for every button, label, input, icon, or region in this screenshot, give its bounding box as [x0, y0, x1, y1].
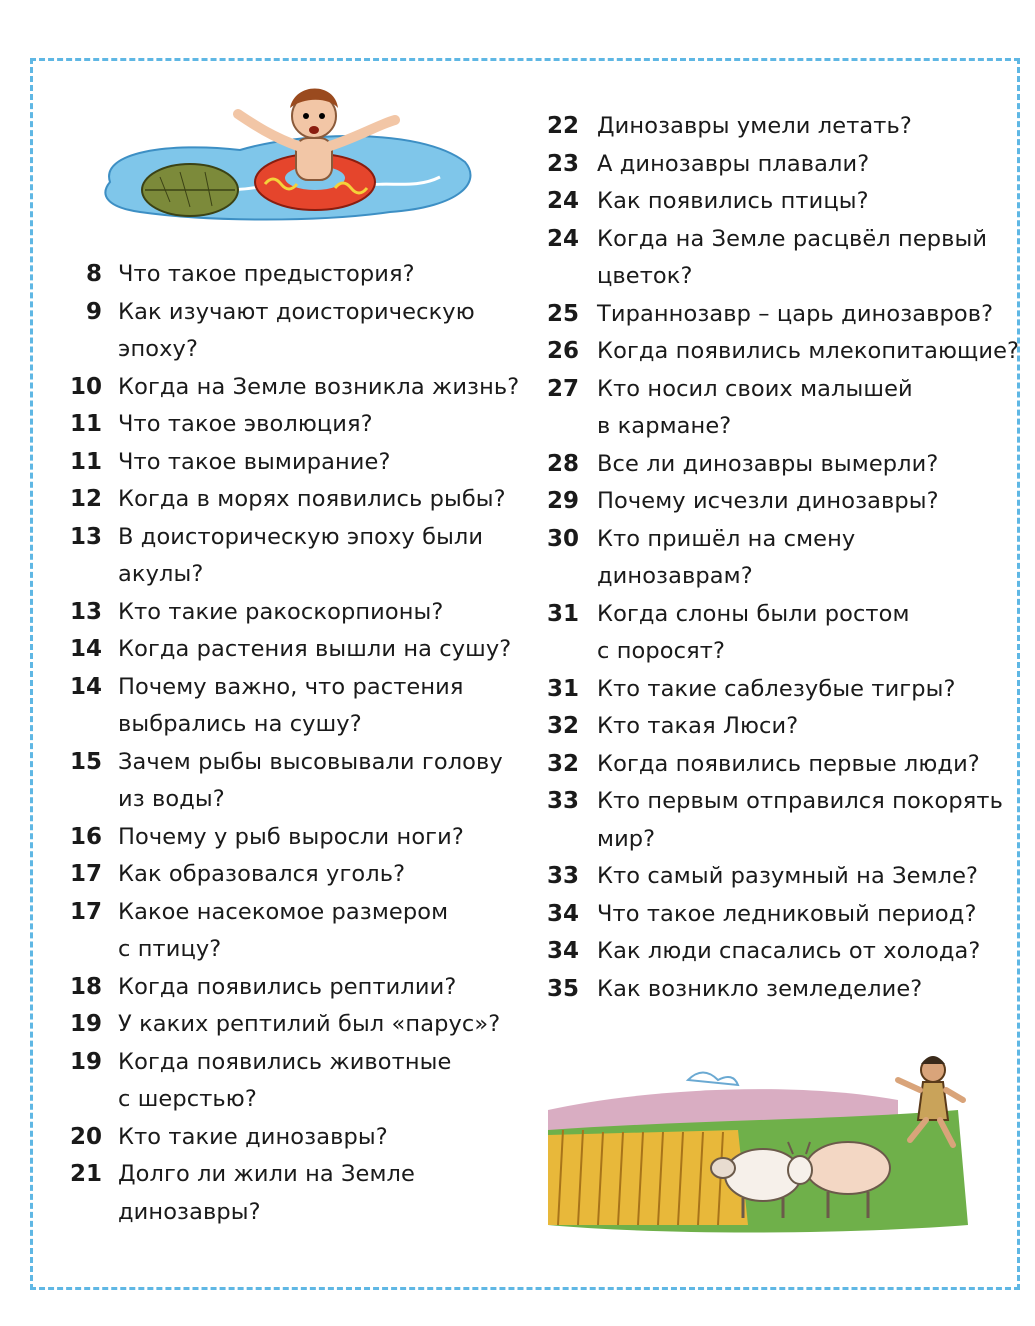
entry-title: [118, 444, 391, 482]
entry-title: [597, 671, 956, 709]
entry-title: [118, 631, 511, 669]
toc-entry[interactable]: [62, 481, 512, 519]
page-number: 25: [546, 300, 579, 327]
toc-entry[interactable]: [542, 521, 1022, 596]
entry-title: [118, 294, 475, 369]
toc-entry[interactable]: [542, 708, 1022, 746]
page-number: 26: [546, 338, 579, 364]
entry-title-line: Что такое вымирание?: [118, 448, 391, 475]
page-number: 16: [69, 823, 102, 850]
entry-title-line: с птицу?: [118, 936, 222, 962]
entry-title: [597, 371, 913, 446]
page-number: 21: [69, 1161, 102, 1187]
page-number: 34: [546, 900, 579, 927]
page-number: 20: [69, 1123, 102, 1150]
entry-title-line: Кто первым отправился покорять: [597, 788, 1003, 814]
entry-title-line: Почему у рыб выросли ноги?: [118, 823, 464, 850]
page-number: 28: [546, 450, 579, 477]
entry-title: [597, 596, 910, 671]
page-number: 9: [85, 298, 102, 325]
entry-title-line: динозавры?: [118, 1198, 261, 1225]
entry-title-line: Зачем рыбы высовывали голову: [118, 748, 503, 775]
entry-title-line: Все ли динозавры вымерли?: [597, 450, 939, 477]
entry-title-line: Тираннозавр – царь динозавров?: [597, 300, 994, 327]
page-number: 19: [69, 1048, 102, 1075]
entry-title-line: Кто такие динозавры?: [118, 1123, 388, 1150]
entry-title-line: Долго ли жили на Земле: [118, 1161, 415, 1187]
entry-title-line: В доисторическую эпоху были: [118, 523, 484, 550]
entry-title-line: А динозавры плавали?: [597, 150, 870, 177]
toc-entry[interactable]: [62, 519, 512, 594]
entry-title-line: в кармане?: [597, 413, 732, 439]
entry-title-line: Кто такая Люси?: [597, 713, 799, 739]
entry-title-line: с поросят?: [597, 638, 726, 664]
entry-title: [118, 669, 464, 744]
entry-title-line: Кто такие ракоскорпионы?: [118, 598, 444, 625]
toc-entry[interactable]: [62, 969, 512, 1007]
swimming-boy-illustration: [90, 72, 480, 242]
entry-title: [118, 481, 506, 519]
page-number: 33: [546, 788, 579, 814]
entry-title: [118, 1119, 388, 1157]
entry-title: [118, 519, 483, 594]
entry-title-line: мир?: [597, 825, 656, 852]
entry-title: [118, 406, 373, 444]
toc-entry[interactable]: [542, 371, 1022, 446]
entry-title: [118, 744, 503, 819]
entry-title: [597, 221, 987, 296]
entry-title-line: Когда появились рептилии?: [118, 973, 457, 1000]
entry-title-line: Какое насекомое размером: [118, 898, 449, 925]
toc-entry[interactable]: [62, 1044, 512, 1119]
toc-entry[interactable]: [542, 446, 1022, 484]
toc-entry[interactable]: [542, 971, 1022, 1009]
entry-title: [597, 483, 939, 521]
entry-title: [597, 708, 798, 746]
entry-title: [118, 894, 448, 969]
entry-title: [597, 183, 869, 221]
entry-title: [597, 446, 938, 484]
entry-title-line: Кто пришёл на смену: [597, 525, 856, 552]
toc-entry[interactable]: [542, 108, 1022, 146]
entry-title-line: Кто самый разумный на Земле?: [597, 863, 979, 889]
toc-entry[interactable]: [542, 896, 1022, 934]
page-number: 30: [546, 525, 579, 552]
entry-title: [597, 333, 1019, 371]
entry-title: [597, 783, 1003, 858]
page-number: 17: [69, 861, 102, 887]
entry-title: [597, 296, 993, 334]
toc-entry[interactable]: [62, 594, 512, 632]
entry-title-line: Когда растения вышли на сушу?: [118, 636, 512, 662]
entry-title: [118, 594, 443, 632]
page-number: 27: [546, 375, 579, 402]
entry-title-line: динозаврам?: [597, 563, 753, 589]
page-number: 15: [69, 748, 102, 775]
toc-entry[interactable]: [542, 596, 1022, 671]
toc-entry[interactable]: [542, 858, 1022, 896]
entry-title-line: эпоху?: [118, 336, 198, 362]
entry-title-line: Кто такие саблезубые тигры?: [597, 675, 956, 702]
toc-entry[interactable]: [542, 333, 1022, 371]
page-number: 35: [546, 975, 579, 1002]
toc-entry[interactable]: [62, 294, 512, 369]
entry-title-line: Что такое предыстория?: [118, 261, 415, 287]
toc-entry[interactable]: [542, 746, 1022, 784]
page-number: 34: [546, 938, 579, 964]
entry-title-line: Когда появились первые люди?: [597, 750, 980, 777]
toc-entry[interactable]: [542, 783, 1022, 858]
entry-title: [118, 256, 415, 294]
entry-title-line: Как возникло земледелие?: [597, 975, 923, 1002]
page-number: 19: [69, 1011, 102, 1037]
entry-title: [597, 858, 978, 896]
entry-title-line: Что такое ледниковый период?: [597, 900, 977, 927]
entry-title: [597, 146, 869, 184]
entry-title-line: выбрались на сушу?: [118, 711, 362, 737]
toc-entry[interactable]: [62, 819, 512, 857]
entry-title-line: Как появились птицы?: [597, 188, 869, 214]
toc-entry[interactable]: [62, 669, 512, 744]
toc-entry[interactable]: [542, 671, 1022, 709]
toc-entry[interactable]: [62, 256, 512, 294]
entry-title-line: Когда на Земле расцвёл первый: [597, 225, 988, 252]
page-number: 8: [85, 261, 102, 287]
page-number: 13: [69, 523, 102, 550]
page-number: 31: [546, 675, 579, 702]
page-number: 24: [546, 188, 579, 214]
entry-title-line: цветок?: [597, 263, 693, 289]
page-number: 33: [546, 863, 579, 889]
toc-right-column: [542, 108, 1022, 1008]
entry-title-line: из воды?: [118, 786, 225, 812]
toc-entry[interactable]: [542, 183, 1022, 221]
entry-title-line: Как люди спасались от холода?: [597, 938, 981, 964]
toc-entry[interactable]: [542, 221, 1022, 296]
toc-left-column: [62, 256, 520, 1231]
toc-entry[interactable]: [62, 1006, 512, 1044]
page-number: 22: [546, 113, 579, 139]
entry-title-line: Когда на Земле возникла жизнь?: [118, 373, 520, 400]
toc-entry[interactable]: [62, 1119, 512, 1157]
toc-entry[interactable]: [542, 296, 1022, 334]
page-number: 32: [546, 750, 579, 777]
toc-entry[interactable]: [62, 744, 512, 819]
page-number: 10: [69, 373, 102, 400]
page-number: 12: [69, 486, 102, 512]
toc-entry[interactable]: [542, 933, 1022, 971]
entry-title: [597, 521, 855, 596]
entry-title: [597, 933, 980, 971]
page-number: 14: [69, 673, 102, 700]
toc-entry[interactable]: [62, 369, 520, 407]
page-number: 11: [69, 411, 102, 437]
toc-entry[interactable]: [62, 631, 512, 669]
page-number: 13: [69, 598, 102, 625]
page-number: 14: [69, 636, 102, 662]
entry-title-line: Кто носил своих малышей: [597, 375, 913, 402]
page-number: 32: [546, 713, 579, 739]
entry-title: [597, 108, 912, 146]
entry-title-line: акулы?: [118, 561, 204, 587]
page-number: 17: [69, 898, 102, 925]
entry-title-line: Динозавры умели летать?: [597, 113, 912, 139]
entry-title: [118, 1044, 451, 1119]
entry-title: [118, 969, 456, 1007]
entry-title-line: Как изучают доисторическую: [118, 298, 475, 325]
toc-entry[interactable]: [62, 406, 512, 444]
entry-title-line: Почему исчезли динозавры?: [597, 488, 939, 514]
entry-title-line: Когда в морях появились рыбы?: [118, 486, 506, 512]
toc-entry[interactable]: [62, 856, 512, 894]
farm-field-illustration: [538, 1050, 978, 1240]
page-number: 24: [546, 225, 579, 252]
entry-title-line: Когда слоны были ростом: [597, 600, 910, 627]
entry-title-line: с шерстью?: [118, 1086, 257, 1112]
entry-title-line: Почему важно, что растения: [118, 673, 464, 700]
entry-title-line: Как образовался уголь?: [118, 861, 406, 887]
entry-title-line: Когда появились животные: [118, 1048, 452, 1075]
toc-entry[interactable]: [542, 146, 1022, 184]
toc-entry[interactable]: [542, 483, 1022, 521]
entry-title: [118, 819, 464, 857]
page-number: 31: [546, 600, 579, 627]
entry-title-line: Что такое эволюция?: [118, 411, 373, 437]
page-number: 29: [546, 488, 579, 514]
entry-title: [597, 896, 977, 934]
entry-title: [118, 1006, 500, 1044]
page-number: 23: [546, 150, 579, 177]
toc-entry[interactable]: [62, 444, 512, 482]
entry-title: [597, 971, 922, 1009]
entry-title-line: У каких рептилий был «парус»?: [118, 1011, 501, 1037]
page-number: 11: [69, 448, 102, 475]
entry-title: [118, 856, 405, 894]
entry-title: [118, 1156, 415, 1231]
entry-title-line: Когда появились млекопитающие?: [597, 338, 1020, 364]
page-number: 18: [69, 973, 102, 1000]
toc-entry[interactable]: [62, 894, 512, 969]
entry-title: [118, 369, 519, 407]
entry-title: [597, 746, 980, 784]
toc-entry[interactable]: [62, 1156, 512, 1231]
